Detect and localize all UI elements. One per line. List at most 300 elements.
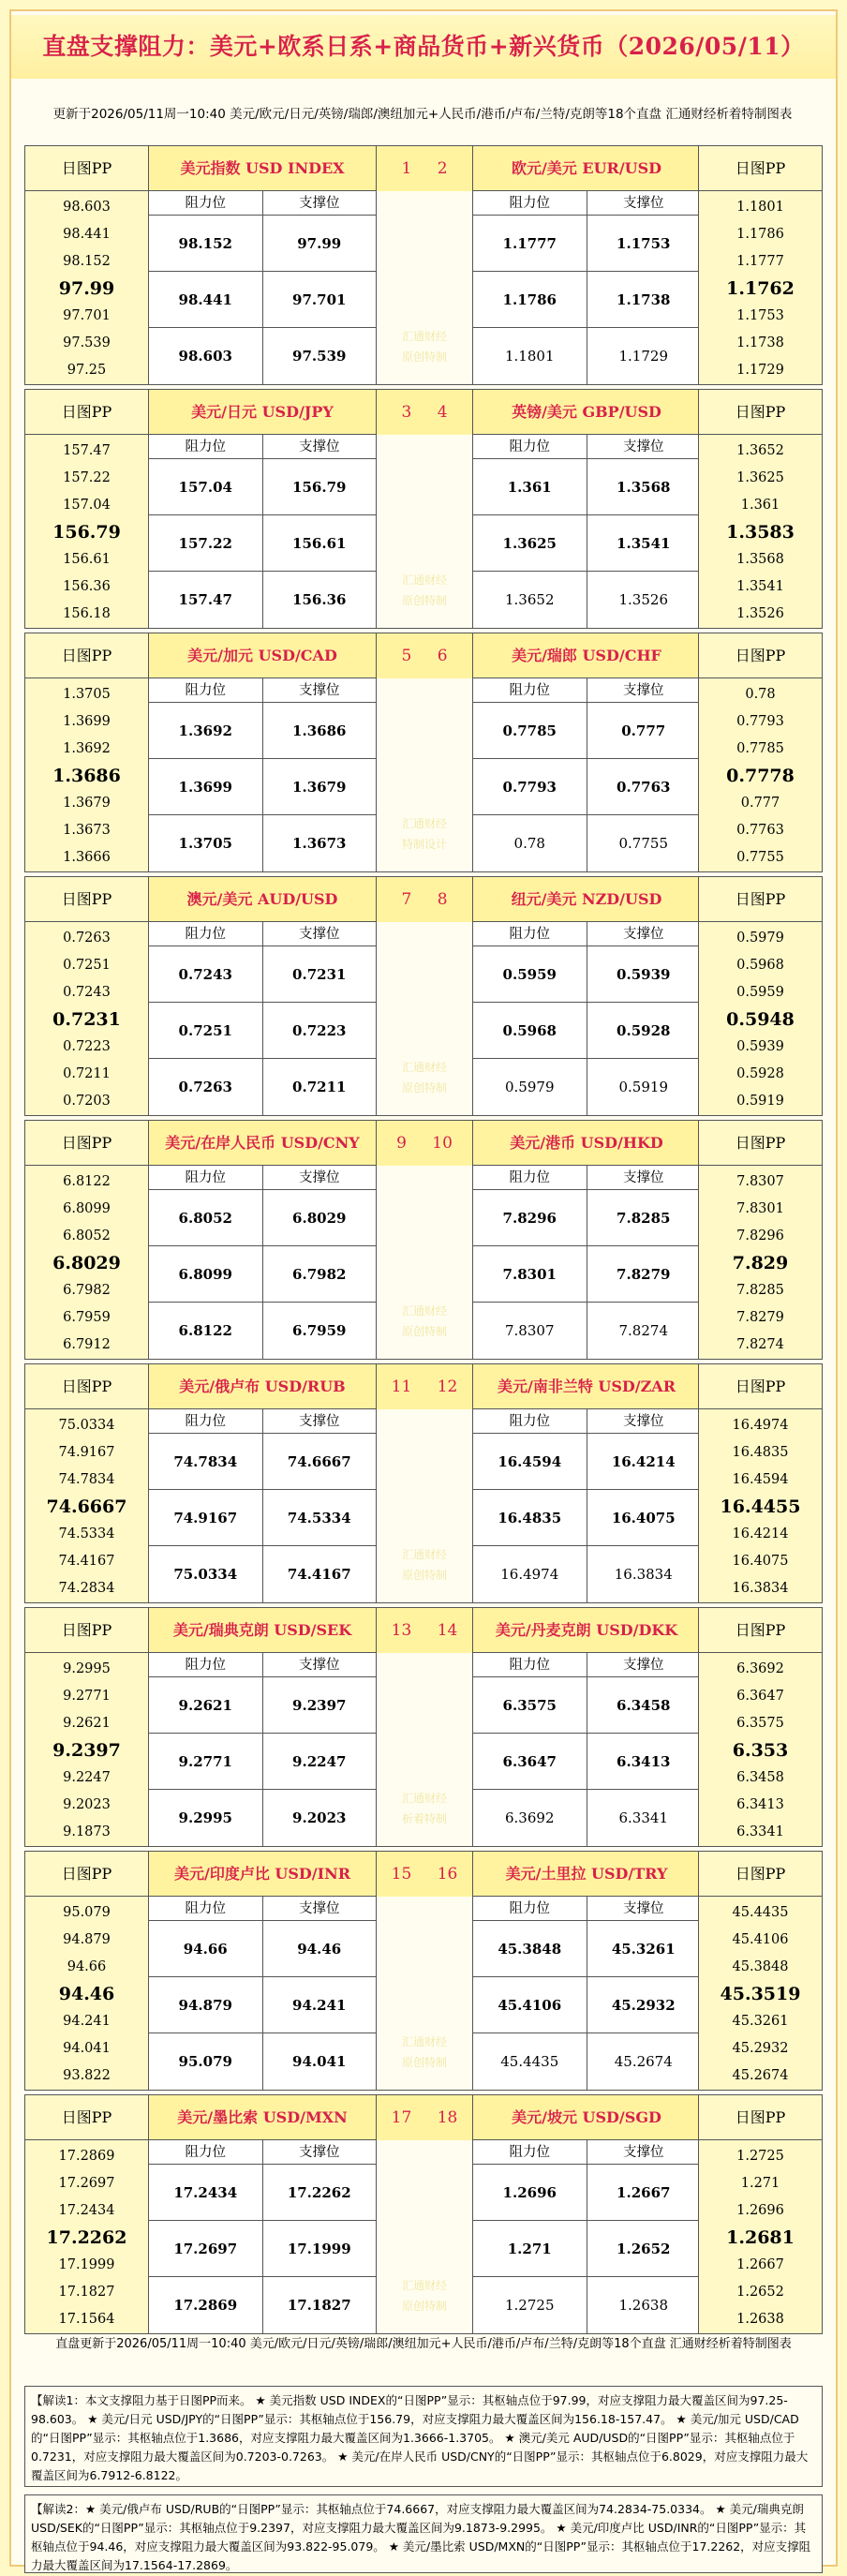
- pp-level-value: 0.7263: [63, 931, 111, 946]
- pp-level-value: 16.4075: [732, 1554, 789, 1569]
- pp-level-value: 6.8099: [63, 1201, 111, 1216]
- resistance-value: 1.3705: [149, 815, 263, 871]
- pivot-point-value: 9.2397: [52, 1740, 121, 1761]
- pair-index-column: [376, 390, 473, 628]
- support-header: 支撑位: [623, 683, 664, 698]
- support-value: 17.2262: [287, 2184, 351, 2201]
- support-header: 支撑位: [623, 196, 664, 211]
- resistance-value: 1.2725: [473, 2277, 587, 2333]
- support-value: 16.3834: [614, 1566, 673, 1583]
- support-header: 支撑位: [623, 927, 664, 942]
- level-row: [473, 946, 700, 1003]
- support-header: 支撑位: [299, 2145, 340, 2160]
- level-row: [149, 815, 376, 871]
- right-pp-column: [698, 146, 822, 384]
- pp-header: 日图PP: [699, 1852, 822, 1897]
- explanation-2: 【解读2：★ 美元/俄卢布 USD/RUB的“日图PP”显示：其枢轴点位于74.6667，对应支撑阻力最大覆盖区间为74.2834-75.0334。 ★ 美元/瑞典克朗 USD/SEK的“日图PP”显示：其枢轴点位于9.2397，对应支撑阻力最大覆盖区间为9.1873-9.2995。 ★ 美元/印度卢比 USD/INR的“日图PP”显示：其枢轴点位于94.46，对应支撑阻力最大覆盖区间为93.822-95.079。 ★ 美元/墨比索 USD/MXN的“日图PP”显示：其枢轴点位于17.2262，对应支撑阻力最大覆盖区间为17.1564-17.2869。: [24, 2494, 823, 2573]
- level-row: [149, 515, 376, 572]
- support-header: 支撑位: [299, 1170, 340, 1185]
- level-row: [149, 946, 376, 1003]
- pair-name: 美元/南非兰特 USD/ZAR: [473, 1364, 700, 1409]
- resistance-header: 阻力位: [473, 2140, 587, 2164]
- level-row: [149, 2221, 376, 2277]
- pp-level-value: 17.1564: [58, 2312, 115, 2327]
- support-value: 0.7755: [618, 835, 668, 852]
- right-pp-column: [698, 390, 822, 628]
- level-row: [149, 1546, 376, 1602]
- pair-section: [24, 2094, 823, 2334]
- left-pp-column: [25, 1121, 149, 1359]
- pp-level-value: 74.5334: [58, 1526, 115, 1541]
- pp-level-value: 7.8307: [736, 1174, 784, 1189]
- pp-level-value: 98.603: [63, 200, 111, 215]
- level-row: [149, 1246, 376, 1303]
- support-value: 16.4214: [611, 1453, 676, 1470]
- resistance-value: 1.3692: [149, 703, 263, 758]
- level-row: [473, 216, 700, 272]
- level-row: [149, 1490, 376, 1546]
- pair-name: 美元指数 USD INDEX: [149, 146, 376, 191]
- resistance-value: 6.8052: [149, 1190, 263, 1245]
- support-value: 0.7223: [292, 1022, 347, 1039]
- pair-section: [24, 1851, 823, 2091]
- right-pp-column: [698, 2095, 822, 2333]
- pair-section: [24, 389, 823, 629]
- support-value: 97.539: [292, 348, 347, 365]
- pp-level-value: 1.3568: [736, 552, 784, 567]
- pp-level-value: 74.9167: [58, 1445, 115, 1460]
- resistance-header: 阻力位: [473, 1653, 587, 1676]
- left-pp-column: [25, 2095, 149, 2333]
- left-pp-column: [25, 390, 149, 628]
- resistance-value: 45.3848: [473, 1921, 587, 1976]
- watermark: 汇通财经 原创特制: [401, 2279, 447, 2313]
- resistance-value: 0.7243: [149, 946, 263, 1002]
- pair-numbers: 11 12: [377, 1364, 472, 1409]
- level-row: [473, 2033, 700, 2090]
- pp-level-value: 97.701: [63, 308, 111, 323]
- level-row: [473, 2165, 700, 2221]
- resistance-header: 阻力位: [473, 1409, 587, 1433]
- support-value: 1.3568: [617, 479, 671, 496]
- pp-level-value: 1.3625: [736, 470, 784, 485]
- resistance-header: 阻力位: [473, 922, 587, 946]
- resistance-value: 94.66: [149, 1921, 263, 1976]
- level-row: [149, 1434, 376, 1490]
- support-value: 7.8274: [618, 1322, 668, 1339]
- left-pair-table: [149, 146, 376, 384]
- pp-level-value: 74.7834: [58, 1472, 115, 1487]
- resistance-value: 9.2771: [149, 1734, 263, 1789]
- pivot-point-value: 16.4455: [720, 1496, 801, 1517]
- pivot-point-value: 6.353: [732, 1740, 789, 1761]
- support-header: 支撑位: [623, 2145, 664, 2160]
- level-row: [473, 1303, 700, 1359]
- level-row: [149, 1190, 376, 1246]
- pair-name: 英镑/美元 GBP/USD: [473, 390, 700, 435]
- support-header: 支撑位: [299, 927, 340, 942]
- resistance-value: 74.7834: [149, 1434, 263, 1489]
- resistance-value: 16.4835: [473, 1490, 587, 1545]
- pp-header: 日图PP: [699, 390, 822, 435]
- resistance-value: 17.2869: [149, 2277, 263, 2333]
- level-row: [149, 572, 376, 628]
- pair-section: [24, 145, 823, 385]
- resistance-value: 16.4594: [473, 1434, 587, 1489]
- pivot-point-value: 45.3519: [720, 1984, 801, 2004]
- pp-level-value: 0.5979: [736, 931, 784, 946]
- pair-numbers: 1 2: [377, 146, 472, 191]
- pair-numbers: 7 8: [377, 877, 472, 922]
- pair-index-column: [376, 633, 473, 871]
- resistance-value: 45.4435: [473, 2033, 587, 2090]
- pp-level-value: 1.2725: [736, 2149, 784, 2164]
- pp-level-value: 1.3673: [63, 823, 111, 838]
- pp-level-value: 93.822: [63, 2068, 111, 2083]
- pp-level-value: 9.2023: [63, 1797, 111, 1812]
- resistance-value: 0.5959: [473, 946, 587, 1002]
- pair-index-column: [376, 1121, 473, 1359]
- pp-level-value: 6.3692: [736, 1661, 784, 1676]
- resistance-value: 1.1786: [473, 272, 587, 327]
- pair-name: 欧元/美元 EUR/USD: [473, 146, 700, 191]
- resistance-header: 阻力位: [149, 1166, 263, 1189]
- resistance-value: 1.1801: [473, 328, 587, 384]
- pp-level-value: 17.2434: [58, 2203, 115, 2218]
- pp-header: 日图PP: [25, 633, 148, 678]
- resistance-value: 157.47: [149, 572, 263, 628]
- pp-level-value: 7.8296: [736, 1228, 784, 1243]
- pair-name: 美元/瑞郎 USD/CHF: [473, 633, 700, 678]
- resistance-value: 98.441: [149, 272, 263, 327]
- pp-level-value: 1.3699: [63, 714, 111, 729]
- pp-level-value: 16.4974: [732, 1418, 789, 1433]
- pp-level-value: 9.2247: [63, 1770, 111, 1785]
- support-value: 94.041: [292, 2053, 347, 2070]
- pp-header: 日图PP: [699, 1121, 822, 1166]
- support-value: 1.3526: [618, 591, 668, 608]
- level-row: [149, 272, 376, 328]
- pp-level-value: 1.3705: [63, 687, 111, 702]
- level-row: [473, 272, 700, 328]
- watermark: 汇通财经 特制设计: [401, 817, 447, 851]
- resistance-value: 0.7785: [473, 703, 587, 758]
- resistance-value: 157.22: [149, 515, 263, 571]
- level-row: [473, 515, 700, 572]
- resistance-value: 74.9167: [149, 1490, 263, 1545]
- level-row: [473, 815, 700, 871]
- pp-level-value: 156.61: [63, 552, 111, 567]
- pp-level-value: 6.3647: [736, 1689, 784, 1704]
- pp-level-value: 94.041: [63, 2041, 111, 2056]
- support-value: 9.2247: [292, 1753, 347, 1770]
- level-row: [473, 1921, 700, 1977]
- pp-level-value: 16.4214: [732, 1526, 789, 1541]
- resistance-value: 1.1777: [473, 216, 587, 271]
- pair-name: 纽元/美元 NZD/USD: [473, 877, 700, 922]
- pp-level-value: 0.777: [740, 796, 780, 811]
- resistance-value: 1.3625: [473, 515, 587, 571]
- pair-numbers: 13 14: [377, 1608, 472, 1653]
- explanation-1: 【解读1：本文支撑阻力基于日图PP而来。 ★ 美元指数 USD INDEX的“日图PP”显示：其枢轴点位于97.99，对应支撑阻力最大覆盖区间为97.25-98.603。 ★ 美元/日元 USD/JPY的“日图PP”显示：其枢轴点位于156.79，对应支撑阻力最大覆盖区间为156.18-157.47。 ★ 美元/加元 USD/CAD的“日图PP”显示：其枢轴点位于1.3686，对应支撑阻力最大覆盖区间为1.3666-1.3705。 ★ 澳元/美元 AUD/USD的“日图PP”显示：其枢轴点位于0.7231，对应支撑阻力最大覆盖区间为0.7203-0.7263。 ★ 美元/在岸人民币 USD/CNY的“日图PP”显示：其枢轴点位于6.8029，对应支撑阻力最大覆盖区间为6.7912-6.8122。: [24, 2386, 823, 2487]
- pp-level-value: 1.3526: [736, 606, 784, 621]
- resistance-value: 1.271: [473, 2221, 587, 2276]
- support-value: 6.3341: [618, 1809, 668, 1826]
- support-value: 97.701: [292, 291, 347, 308]
- pp-level-value: 45.4106: [732, 1932, 789, 1947]
- pp-level-value: 17.1827: [58, 2285, 115, 2300]
- pp-level-value: 157.47: [63, 443, 111, 458]
- level-row: [473, 1246, 700, 1303]
- resistance-value: 17.2434: [149, 2165, 263, 2220]
- left-pp-column: [25, 1364, 149, 1602]
- watermark: 汇通财经 原创特制: [401, 1548, 447, 1582]
- support-value: 1.3673: [292, 835, 347, 852]
- pair-section: [24, 633, 823, 872]
- pp-level-value: 6.8122: [63, 1174, 111, 1189]
- pp-level-value: 94.241: [63, 2014, 111, 2029]
- support-value: 1.1729: [618, 348, 668, 365]
- level-row: [149, 1790, 376, 1846]
- pp-level-value: 16.4594: [732, 1472, 789, 1487]
- pair-name: 美元/港币 USD/HKD: [473, 1121, 700, 1166]
- pivot-point-value: 97.99: [58, 278, 115, 299]
- pair-numbers: 15 16: [377, 1852, 472, 1897]
- level-row: [149, 1977, 376, 2033]
- resistance-value: 94.879: [149, 1977, 263, 2033]
- pp-level-value: 1.3692: [63, 741, 111, 756]
- watermark: 汇通财经 原创特制: [401, 573, 447, 607]
- pp-level-value: 1.3679: [63, 796, 111, 811]
- level-row: [473, 1059, 700, 1115]
- resistance-header: 阻力位: [149, 435, 263, 458]
- support-value: 45.2674: [614, 2053, 673, 2070]
- pair-section: [24, 1607, 823, 1847]
- pp-level-value: 98.441: [63, 227, 111, 242]
- right-pair-table: [473, 146, 700, 384]
- support-value: 1.3541: [617, 535, 671, 552]
- level-row: [473, 759, 700, 815]
- pp-header: 日图PP: [699, 877, 822, 922]
- resistance-header: 阻力位: [473, 678, 587, 702]
- level-row: [473, 1190, 700, 1246]
- level-row: [149, 216, 376, 272]
- left-pp-column: [25, 633, 149, 871]
- support-value: 6.8029: [292, 1210, 347, 1227]
- pp-header: 日图PP: [25, 1852, 148, 1897]
- resistance-value: 9.2995: [149, 1790, 263, 1846]
- support-value: 1.2652: [617, 2241, 671, 2257]
- left-pair-table: [149, 1364, 376, 1602]
- level-row: [473, 1490, 700, 1546]
- support-value: 94.241: [292, 1997, 347, 2014]
- pp-level-value: 0.5919: [736, 1094, 784, 1109]
- right-pair-table: [473, 390, 700, 628]
- left-pair-table: [149, 633, 376, 871]
- pivot-point-value: 156.79: [52, 522, 121, 543]
- pivot-point-value: 7.829: [732, 1253, 789, 1273]
- left-pair-table: [149, 1121, 376, 1359]
- pp-level-value: 16.3834: [732, 1581, 789, 1596]
- pp-level-value: 75.0334: [58, 1418, 115, 1433]
- pivot-point-value: 1.2681: [726, 2227, 795, 2248]
- pp-level-value: 156.36: [63, 579, 111, 594]
- level-row: [149, 1677, 376, 1734]
- support-header: 支撑位: [623, 1170, 664, 1185]
- level-row: [473, 1677, 700, 1734]
- pp-header: 日图PP: [25, 877, 148, 922]
- pp-level-value: 1.3666: [63, 850, 111, 865]
- right-pair-table: [473, 633, 700, 871]
- pp-header: 日图PP: [699, 1364, 822, 1409]
- support-header: 支撑位: [299, 683, 340, 698]
- resistance-header: 阻力位: [149, 678, 263, 702]
- resistance-value: 16.4974: [473, 1546, 587, 1602]
- pp-level-value: 1.1786: [736, 227, 784, 242]
- pp-level-value: 6.7912: [63, 1337, 111, 1352]
- pair-numbers: 9 10: [377, 1121, 472, 1166]
- resistance-header: 阻力位: [473, 1166, 587, 1189]
- pp-level-value: 1.1777: [736, 254, 784, 269]
- right-pair-table: [473, 877, 700, 1115]
- resistance-value: 7.8307: [473, 1303, 587, 1359]
- pp-level-value: 0.7755: [736, 850, 784, 865]
- level-row: [473, 328, 700, 384]
- support-value: 7.8285: [617, 1210, 671, 1227]
- pp-level-value: 6.7959: [63, 1310, 111, 1325]
- resistance-value: 0.5979: [473, 1059, 587, 1115]
- watermark: 汇通财经 原创特制: [401, 1304, 447, 1338]
- support-value: 1.1738: [617, 291, 671, 308]
- watermark: 汇通财经 原创特制: [401, 1061, 447, 1094]
- pp-level-value: 17.1999: [58, 2257, 115, 2272]
- pp-level-value: 0.5959: [736, 985, 784, 1000]
- pp-level-value: 97.539: [63, 335, 111, 350]
- pair-section: [24, 1363, 823, 1603]
- support-value: 6.7982: [292, 1266, 347, 1283]
- pivot-point-value: 0.7778: [726, 766, 795, 786]
- support-value: 1.2667: [617, 2184, 671, 2201]
- level-row: [473, 703, 700, 759]
- pp-level-value: 45.2932: [732, 2041, 789, 2056]
- level-row: [149, 2165, 376, 2221]
- pp-level-value: 6.3575: [736, 1716, 784, 1731]
- resistance-header: 阻力位: [473, 191, 587, 215]
- pp-header: 日图PP: [699, 146, 822, 191]
- pair-numbers: 17 18: [377, 2095, 472, 2140]
- pair-index-column: [376, 1852, 473, 2090]
- resistance-header: 阻力位: [149, 2140, 263, 2164]
- pair-index-column: [376, 2095, 473, 2333]
- resistance-value: 1.3652: [473, 572, 587, 628]
- resistance-value: 98.603: [149, 328, 263, 384]
- resistance-value: 0.7793: [473, 759, 587, 814]
- resistance-value: 157.04: [149, 459, 263, 514]
- level-row: [473, 1790, 700, 1846]
- pp-level-value: 45.4435: [732, 1905, 789, 1920]
- left-pp-column: [25, 1608, 149, 1846]
- support-value: 6.3458: [617, 1697, 671, 1714]
- pivot-point-value: 6.8029: [52, 1253, 121, 1273]
- support-value: 0.7211: [292, 1079, 347, 1095]
- left-pair-table: [149, 1608, 376, 1846]
- pp-header: 日图PP: [25, 2095, 148, 2140]
- level-row: [473, 572, 700, 628]
- pp-level-value: 1.1801: [736, 200, 784, 215]
- pair-name: 美元/瑞典克朗 USD/SEK: [149, 1608, 376, 1653]
- support-value: 1.2638: [618, 2297, 668, 2314]
- level-row: [473, 2221, 700, 2277]
- pp-level-value: 0.7223: [63, 1039, 111, 1054]
- support-value: 0.777: [621, 722, 666, 739]
- support-value: 0.5919: [618, 1079, 668, 1095]
- level-row: [473, 2277, 700, 2333]
- pivot-point-value: 74.6667: [46, 1496, 127, 1517]
- support-value: 7.8279: [617, 1266, 671, 1283]
- page-title: 直盘支撑阻力：美元+欧系日系+商品货币+新兴货币（2026/05/11）: [11, 15, 836, 79]
- left-pp-column: [25, 877, 149, 1115]
- pp-level-value: 0.7211: [63, 1066, 111, 1081]
- pp-level-value: 6.8052: [63, 1228, 111, 1243]
- support-value: 9.2023: [292, 1809, 347, 1826]
- support-value: 0.7231: [292, 966, 347, 983]
- support-value: 6.7959: [292, 1322, 347, 1339]
- pp-level-value: 45.3261: [732, 2014, 789, 2029]
- left-pair-table: [149, 877, 376, 1115]
- pp-level-value: 98.152: [63, 254, 111, 269]
- level-row: [473, 1434, 700, 1490]
- pp-level-value: 0.5968: [736, 958, 784, 973]
- level-row: [149, 2277, 376, 2333]
- pp-level-value: 95.079: [63, 1905, 111, 1920]
- resistance-value: 1.361: [473, 459, 587, 514]
- right-pair-table: [473, 1608, 700, 1846]
- pair-name: 澳元/美元 AUD/USD: [149, 877, 376, 922]
- level-row: [149, 1003, 376, 1059]
- pp-level-value: 17.2869: [58, 2149, 115, 2164]
- pp-header: 日图PP: [25, 146, 148, 191]
- pp-level-value: 94.66: [67, 1959, 107, 1974]
- pp-level-value: 9.1873: [63, 1824, 111, 1839]
- resistance-value: 9.2621: [149, 1677, 263, 1733]
- level-row: [149, 459, 376, 515]
- resistance-value: 0.5968: [473, 1003, 587, 1058]
- pair-index-column: [376, 1608, 473, 1846]
- resistance-header: 阻力位: [149, 191, 263, 215]
- pp-level-value: 9.2995: [63, 1661, 111, 1676]
- level-row: [149, 2033, 376, 2090]
- right-pair-table: [473, 1364, 700, 1602]
- level-row: [149, 328, 376, 384]
- pp-level-value: 17.2697: [58, 2176, 115, 2191]
- support-value: 45.3261: [611, 1941, 676, 1958]
- support-value: 16.4075: [611, 1510, 676, 1526]
- pp-level-value: 1.1738: [736, 335, 784, 350]
- pp-level-value: 0.78: [745, 687, 776, 702]
- level-row: [473, 459, 700, 515]
- pair-name: 美元/坡元 USD/SGD: [473, 2095, 700, 2140]
- resistance-header: 阻力位: [149, 922, 263, 946]
- support-value: 17.1827: [287, 2297, 351, 2314]
- pp-header: 日图PP: [699, 2095, 822, 2140]
- resistance-value: 95.079: [149, 2033, 263, 2090]
- update-note: 更新于2026/05/11周一10:40 美元/欧元/日元/英镑/瑞郎/澳纽加元+人民币/港币/卢布/兰特/克朗等18个直盘 汇通财经析着特制图表: [52, 107, 793, 122]
- watermark: 汇通财经 析着特制: [401, 1792, 447, 1825]
- pp-level-value: 1.271: [740, 2176, 780, 2191]
- pair-name: 美元/俄卢布 USD/RUB: [149, 1364, 376, 1409]
- pp-level-value: 1.361: [740, 498, 780, 513]
- support-value: 45.2932: [611, 1997, 676, 2014]
